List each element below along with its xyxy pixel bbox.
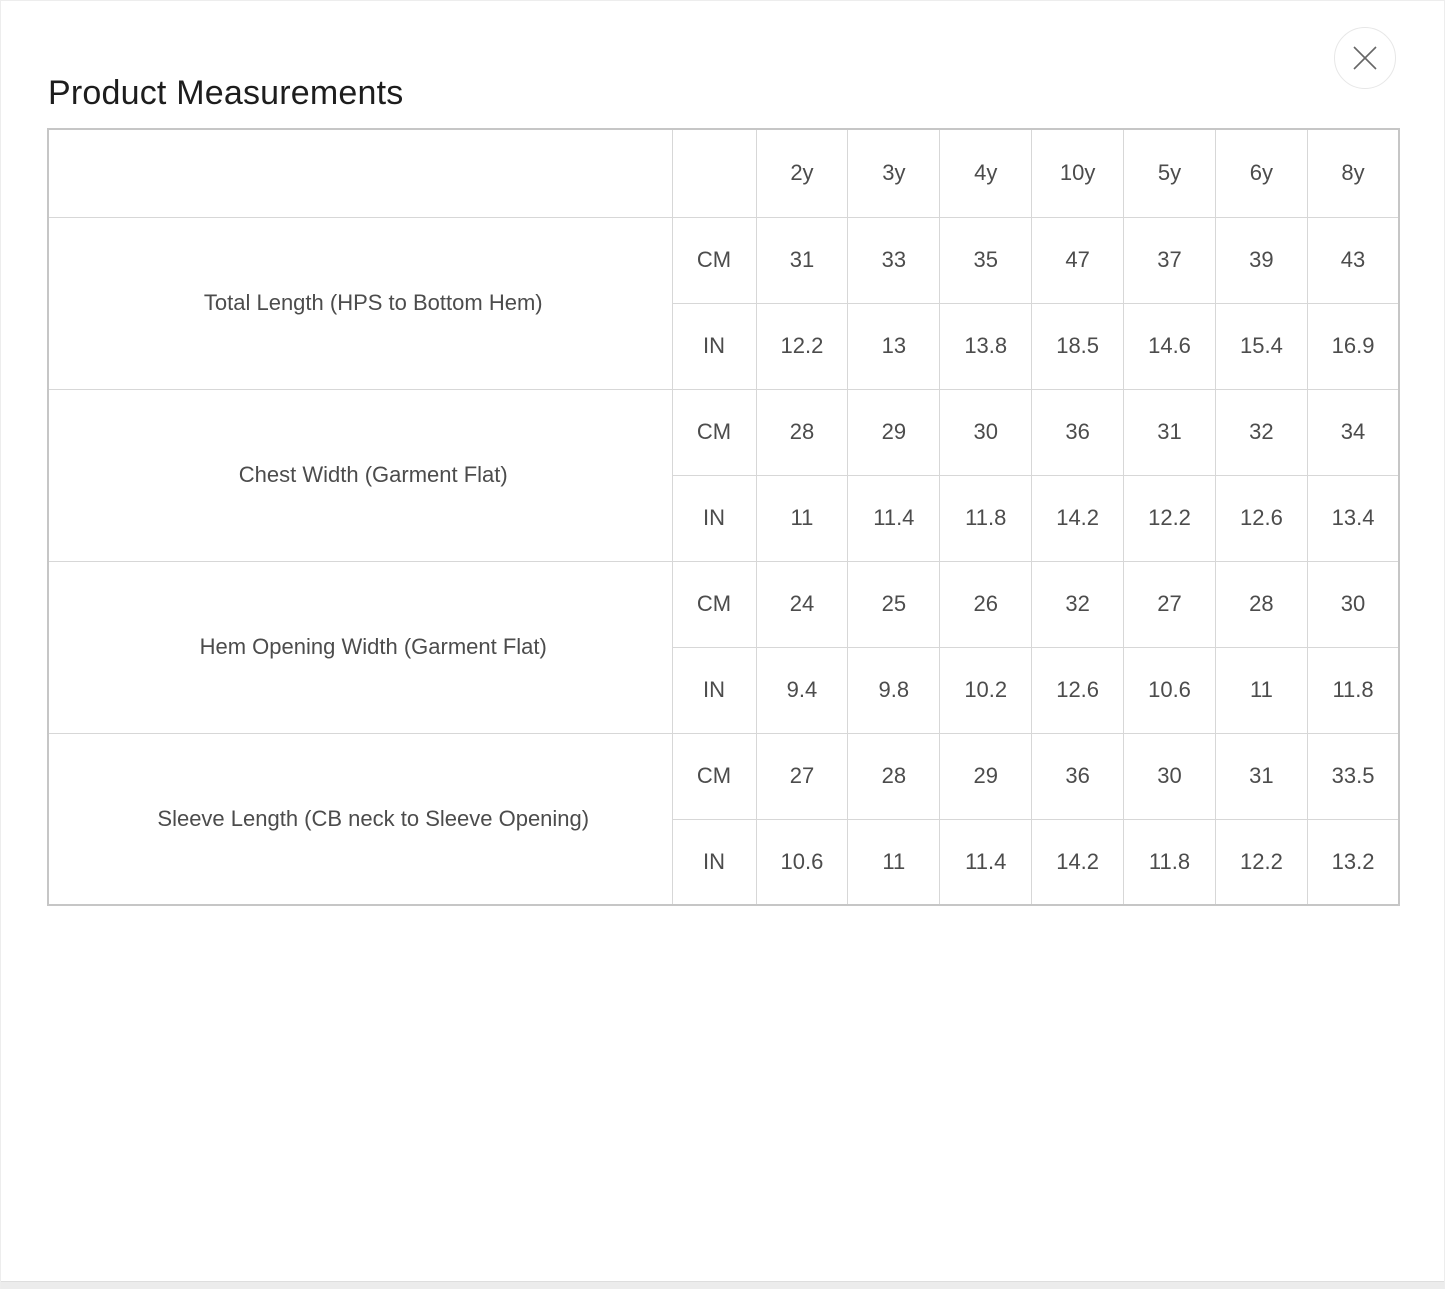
value-cell: 28 xyxy=(848,733,940,819)
value-cell: 32 xyxy=(1032,561,1124,647)
unit-cell: IN xyxy=(672,475,756,561)
value-cell: 36 xyxy=(1032,733,1124,819)
value-cell: 39 xyxy=(1215,217,1307,303)
value-cell: 33 xyxy=(848,217,940,303)
value-cell: 14.2 xyxy=(1032,819,1124,905)
unit-cell: IN xyxy=(672,819,756,905)
value-cell: 35 xyxy=(940,217,1032,303)
value-cell: 25 xyxy=(848,561,940,647)
value-cell: 33.5 xyxy=(1307,733,1399,819)
value-cell: 14.6 xyxy=(1124,303,1216,389)
unit-cell: CM xyxy=(672,217,756,303)
value-cell: 37 xyxy=(1124,217,1216,303)
value-cell: 11.8 xyxy=(940,475,1032,561)
value-cell: 34 xyxy=(1307,389,1399,475)
modal-title: Product Measurements xyxy=(48,74,404,112)
page-bottom-strip xyxy=(1,1281,1444,1289)
value-cell: 13.8 xyxy=(940,303,1032,389)
value-cell: 29 xyxy=(848,389,940,475)
corner-cell xyxy=(48,129,672,217)
value-cell: 12.2 xyxy=(1124,475,1216,561)
table-row xyxy=(48,733,1399,819)
value-cell: 9.4 xyxy=(756,647,848,733)
value-cell: 29 xyxy=(940,733,1032,819)
value-cell: 28 xyxy=(756,389,848,475)
value-cell: 13 xyxy=(848,303,940,389)
value-cell: 12.2 xyxy=(1215,819,1307,905)
value-cell: 11 xyxy=(1215,647,1307,733)
value-cell: 28 xyxy=(1215,561,1307,647)
unit-cell: CM xyxy=(672,733,756,819)
value-cell: 11.4 xyxy=(848,475,940,561)
close-button[interactable] xyxy=(1334,27,1396,89)
value-cell: 13.4 xyxy=(1307,475,1399,561)
value-cell: 12.2 xyxy=(756,303,848,389)
value-cell: 9.8 xyxy=(848,647,940,733)
table-row xyxy=(48,217,1399,303)
size-header: 5y xyxy=(1124,129,1216,217)
size-header-row xyxy=(48,129,1399,217)
size-header: 2y xyxy=(756,129,848,217)
size-header: 6y xyxy=(1215,129,1307,217)
value-cell: 16.9 xyxy=(1307,303,1399,389)
measurement-label: Chest Width (Garment Flat) xyxy=(48,389,672,561)
value-cell: 27 xyxy=(756,733,848,819)
measurement-label: Hem Opening Width (Garment Flat) xyxy=(48,561,672,733)
value-cell: 26 xyxy=(940,561,1032,647)
value-cell: 10.6 xyxy=(756,819,848,905)
size-header: 3y xyxy=(848,129,940,217)
value-cell: 36 xyxy=(1032,389,1124,475)
value-cell: 27 xyxy=(1124,561,1216,647)
value-cell: 31 xyxy=(1215,733,1307,819)
value-cell: 10.2 xyxy=(940,647,1032,733)
unit-cell: IN xyxy=(672,647,756,733)
table-row xyxy=(48,389,1399,475)
value-cell: 47 xyxy=(1032,217,1124,303)
value-cell: 10.6 xyxy=(1124,647,1216,733)
value-cell: 30 xyxy=(940,389,1032,475)
measurement-label: Total Length (HPS to Bottom Hem) xyxy=(48,217,672,389)
size-header: 10y xyxy=(1032,129,1124,217)
value-cell: 15.4 xyxy=(1215,303,1307,389)
value-cell: 32 xyxy=(1215,389,1307,475)
value-cell: 11.8 xyxy=(1124,819,1216,905)
value-cell: 11.4 xyxy=(940,819,1032,905)
value-cell: 31 xyxy=(1124,389,1216,475)
value-cell: 31 xyxy=(756,217,848,303)
value-cell: 43 xyxy=(1307,217,1399,303)
unit-header-cell xyxy=(672,129,756,217)
table-row xyxy=(48,561,1399,647)
value-cell: 11 xyxy=(756,475,848,561)
measurement-label: Sleeve Length (CB neck to Sleeve Opening) xyxy=(48,733,672,905)
value-cell: 14.2 xyxy=(1032,475,1124,561)
value-cell: 18.5 xyxy=(1032,303,1124,389)
value-cell: 12.6 xyxy=(1215,475,1307,561)
unit-cell: CM xyxy=(672,561,756,647)
value-cell: 30 xyxy=(1307,561,1399,647)
value-cell: 12.6 xyxy=(1032,647,1124,733)
unit-cell: CM xyxy=(672,389,756,475)
close-icon xyxy=(1350,43,1380,73)
value-cell: 11.8 xyxy=(1307,647,1399,733)
measurements-table xyxy=(47,128,1400,906)
size-header: 8y xyxy=(1307,129,1399,217)
size-header: 4y xyxy=(940,129,1032,217)
value-cell: 24 xyxy=(756,561,848,647)
value-cell: 13.2 xyxy=(1307,819,1399,905)
value-cell: 11 xyxy=(848,819,940,905)
value-cell: 30 xyxy=(1124,733,1216,819)
unit-cell: IN xyxy=(672,303,756,389)
